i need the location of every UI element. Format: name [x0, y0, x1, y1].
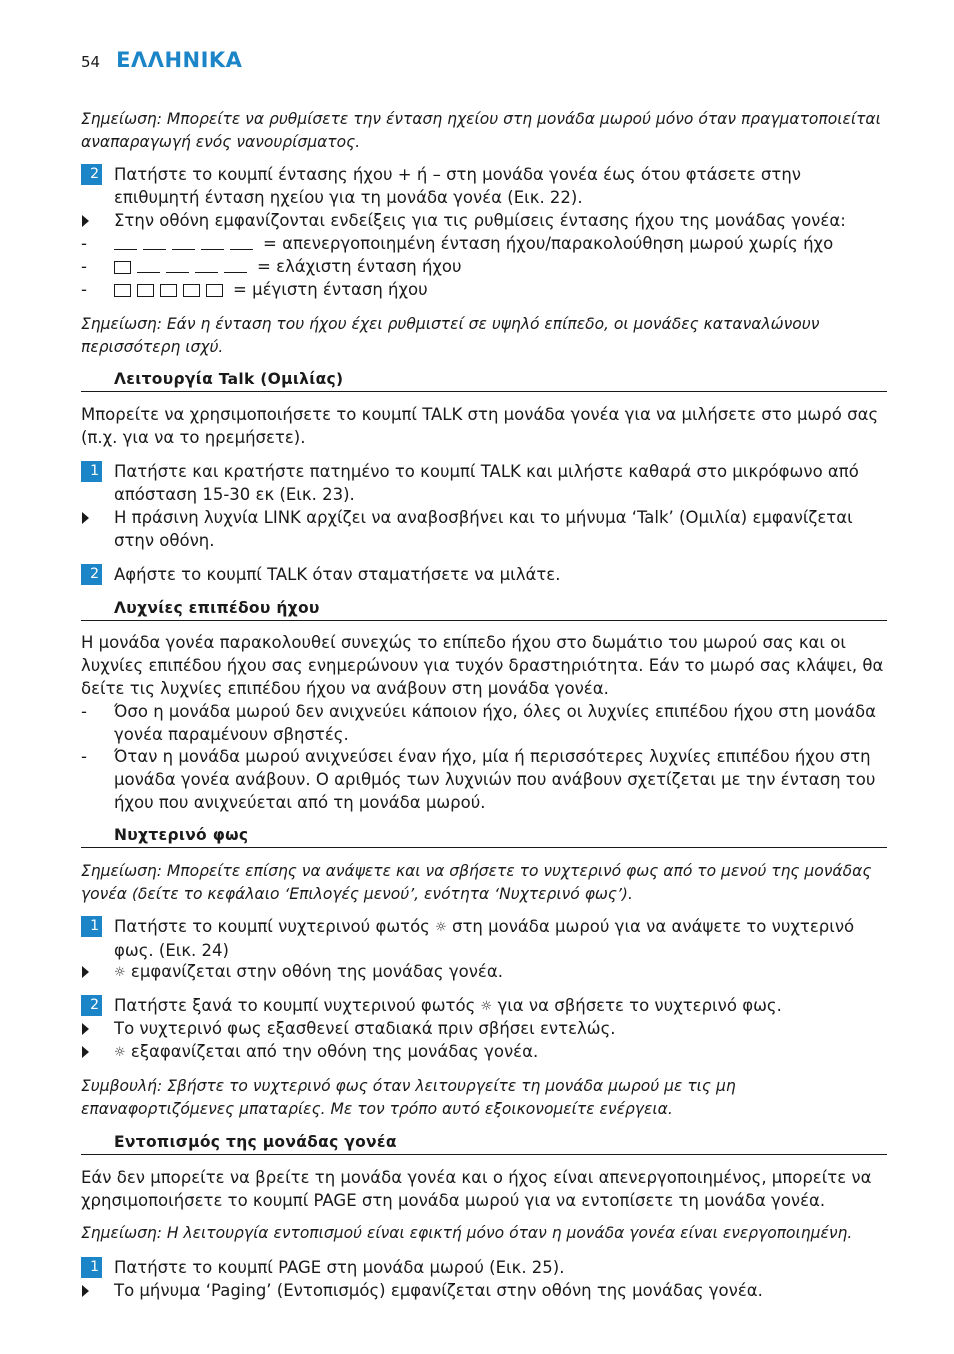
- page-header: [81, 48, 242, 78]
- step-number: 1: [81, 916, 102, 937]
- step-talk-2: 2 Αφήστε το κουμπί TALK όταν σταματήσετε να μιλάτε.: [81, 563, 887, 586]
- night-light-icon: ☼: [114, 1045, 126, 1060]
- bullet-arrow-icon: [81, 209, 114, 232]
- tip-batteries: Συμβουλή: Σβήστε το νυχτερινό φως όταν λειτουργείτε τη μονάδα μωρού με τις μη επαναφορτιζόμενες μπαταρίες. Με τον τρόπο αυτό εξοικονομείτε ενέργεια.: [81, 1077, 736, 1118]
- step-number: 1: [81, 1257, 102, 1278]
- lights-intro: Η μονάδα γονέα παρακολουθεί συνεχώς το επίπεδο ήχου στο δωμάτιο του μωρού σας και οι λυχνίες επιπέδου ήχου σας ενημερώνουν για τυχόν δραστηριότητα. Εάν το μωρό σας κλάψει, θα δείτε τις λυχνίες επιπέδου ήχου να ανάβουν στη μονάδα γονέα.: [81, 633, 884, 698]
- note-night-light-menu: Σημείωση: Μπορείτε επίσης να ανάψετε και να σβήσετε το νυχτερινό φως από το μενού της μονάδας γονέα (δείτε το κεφάλαιο ‘Επιλογές μενού’, ενότητα ‘Νυχτερινό φως’).: [81, 862, 872, 903]
- bullet-arrow-icon: [81, 960, 114, 984]
- language-title: ΕΛΛΗΝΙΚΑ: [116, 48, 243, 72]
- talk-intro: Μπορείτε να χρησιμοποιήσετε το κουμπί TALK στη μονάδα γονέα για να μιλήσετε στο μωρό σας (π.χ. για να το ηρεμήσετε).: [81, 405, 879, 447]
- step-number: 2: [81, 995, 102, 1016]
- step-paging-1: 1 Πατήστε το κουμπί PAGE στη μονάδα μωρού (Εικ. 25).: [81, 1256, 887, 1279]
- step-night-2: 2 Πατήστε ξανά το κουμπί νυχτερινού φωτός ☼ για να σβήσετε το νυχτερινό φως.: [81, 994, 887, 1018]
- bullet-talk-1: Η πράσινη λυχνία LINK αρχίζει να αναβοσβήνει και το μήνυμα ‘Talk’ (Ομιλία) εμφανίζεται στην οθόνη.: [81, 506, 887, 552]
- bullet-paging-1: Το μήνυμα ‘Paging’ (Εντοπισμός) εμφανίζεται στην οθόνη της μονάδας γονέα.: [81, 1279, 887, 1302]
- heading-talk: Λειτουργία Talk (Ομιλίας): [81, 368, 887, 392]
- step-text: Πατήστε το κουμπί έντασης ήχου + ή – στη μονάδα γονέα έως ότου φτάσετε στην επιθυμητή ένταση ηχείου για τη μονάδα γονέα (Εικ. 22).: [114, 165, 801, 207]
- volume-level-min: - = ελάχιστη ένταση ήχου: [81, 255, 887, 279]
- step-number: 1: [81, 461, 102, 482]
- bullet-arrow-icon: [81, 506, 114, 552]
- lights-item-2: - Όταν η μονάδα μωρού ανιχνεύσει έναν ήχο, μία ή περισσότερες λυχνίες επιπέδου ήχου στη μονάδα γονέα ανάβουν. Ο αριθμός των λυχνιών που ανάβουν σχετίζεται με την ένταση του ήχου που ανιχνεύεται από τη μονάδα μωρού.: [81, 747, 876, 812]
- step-volume: [81, 163, 887, 209]
- note-power-consumption: Σημείωση: Εάν η ένταση του ήχου έχει ρυθμιστεί σε υψηλό επίπεδο, οι μονάδες καταναλώνουν περισσότερη ισχύ.: [81, 315, 820, 356]
- step-number: 2: [81, 564, 102, 585]
- volume-level-max: - = μέγιστη ένταση ήχου: [81, 278, 887, 302]
- bullet-arrow-icon: [81, 1279, 114, 1302]
- night-light-icon: ☼: [435, 920, 447, 935]
- night-light-icon: ☼: [480, 999, 493, 1014]
- volume-bars-icon: [114, 256, 253, 279]
- note-paging: Σημείωση: Η λειτουργία εντοπισμού είναι εφικτή μόνο όταν η μονάδα γονέα είναι ενεργοποιημένη.: [81, 1224, 853, 1242]
- bullet-night-1: ☼ εμφανίζεται στην οθόνη της μονάδας γονέα.: [81, 960, 887, 984]
- step-talk-1: 1 Πατήστε και κρατήστε πατημένο το κουμπί TALK και μιλήστε καθαρά στο μικρόφωνο από απόσταση 15-30 εκ (Εικ. 23).: [81, 460, 887, 506]
- heading-night-light: Νυχτερινό φως: [81, 824, 887, 848]
- night-light-icon: ☼: [114, 965, 126, 980]
- paging-intro: Εάν δεν μπορείτε να βρείτε τη μονάδα γονέα και ο ήχος είναι απενεργοποιημένος, μπορείτε να χρησιμοποιήσετε το κουμπί PAGE στη μονάδα μωρού για να εντοπίσετε τη μονάδα γονέα.: [81, 1168, 872, 1210]
- bullet-night-2: Το νυχτερινό φως εξασθενεί σταδιακά πριν σβήσει εντελώς.: [81, 1017, 887, 1040]
- volume-bars-icon: [114, 233, 259, 256]
- step-number: 2: [81, 164, 102, 185]
- page-number: 54: [81, 53, 101, 71]
- bullet-night-3: ☼ εξαφανίζεται από την οθόνη της μονάδας γονέα.: [81, 1040, 887, 1064]
- volume-bars-icon: [114, 279, 229, 302]
- heading-sound-lights: Λυχνίες επιπέδου ήχου: [81, 597, 887, 621]
- bullet-arrow-icon: [81, 1017, 114, 1040]
- bullet-volume-indicators: Στην οθόνη εμφανίζονται ενδείξεις για τις ρυθμίσεις έντασης ήχου της μονάδας γονέα:: [81, 209, 887, 232]
- lights-item-1: - Όσο η μονάδα μωρού δεν ανιχνεύει κάποιον ήχο, όλες οι λυχνίες επιπέδου ήχου στη μονάδα γονέα παραμένουν σβηστές.: [81, 702, 876, 744]
- bullet-arrow-icon: [81, 1040, 114, 1064]
- step-night-1: 1 Πατήστε το κουμπί νυχτερινού φωτός ☼ στη μονάδα μωρού για να ανάψετε το νυχτερινό φως. (Εικ. 24): [81, 915, 887, 962]
- volume-level-off: - = απενεργοποιημένη ένταση ήχου/παρακολούθηση μωρού χωρίς ήχο: [81, 232, 887, 256]
- note-speaker-volume: Σημείωση: Μπορείτε να ρυθμίσετε την ένταση ηχείου στη μονάδα μωρού μόνο όταν πραγματοποιείται αναπαραγωγή ενός νανουρίσματος.: [81, 110, 881, 151]
- heading-paging: Εντοπισμός της μονάδας γονέα: [81, 1131, 887, 1155]
